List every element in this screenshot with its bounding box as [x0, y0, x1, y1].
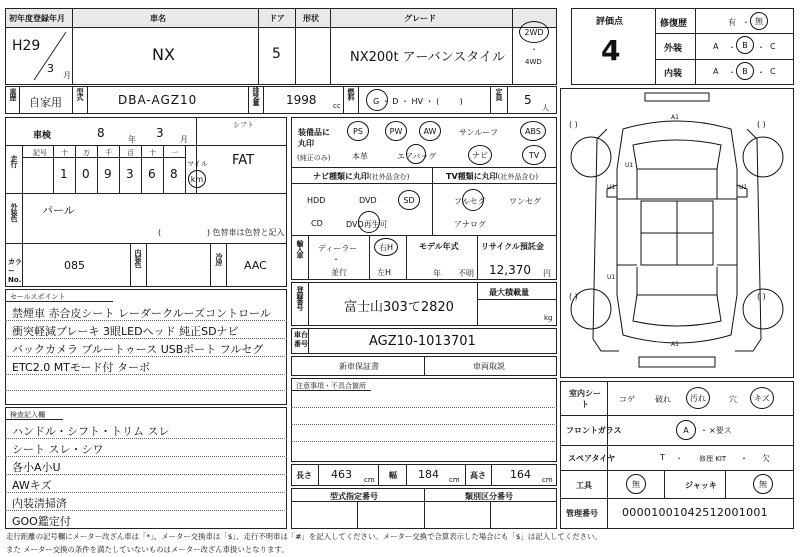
interior-dot1: ・ [728, 68, 736, 77]
exterior-dot2: ・ [757, 43, 765, 52]
inspection-year-unit: 年 [128, 135, 136, 144]
diagram-label-a1-top: A1 [671, 114, 679, 121]
management-label: 管理番号 [566, 509, 598, 518]
equip-airbag: エアバッグ [397, 152, 437, 161]
ac-label: 冷房 [215, 253, 223, 265]
tools-label: 工具 [576, 481, 592, 490]
seat-scratch-circle: キズ [750, 387, 774, 409]
reg-month-unit: 月 [63, 71, 71, 80]
drive-dot: ・ [530, 45, 538, 54]
car-name: NX [152, 45, 175, 64]
color-value: パール [42, 204, 75, 217]
navi-cd: CD [311, 219, 323, 228]
class-no-label: 類別区分番号 [465, 492, 513, 501]
color-no-value: 085 [64, 259, 85, 272]
repair-label: 修復歴 [660, 19, 688, 29]
mileage-label: 走行 [10, 155, 18, 167]
interior-dot2: ・ [757, 68, 765, 77]
model: DBA-AGZ10 [118, 93, 198, 107]
new-car-warranty: 新車保証書 [339, 362, 379, 371]
footer-line-2: また メーター交換の条件を満たしていないものはメーター改ざん車扱いとなります。 [6, 545, 289, 554]
sales-point-line-3: バックカメラ ブルートゥース USBポート フルセグ [12, 343, 264, 356]
tv-analog: アナログ [454, 220, 486, 229]
length-label: 長さ [296, 471, 312, 480]
footer-line-1: 走行距離の記号欄にメーター改ざん車は「*」、メーター交換車は「$」、走行不明車は「#」を記入してください。メーター交換で合算表示した場合にも「$」は記入してください。 [6, 532, 602, 541]
equipment-sublabel: (純正のみ) [297, 154, 331, 162]
score-value: 4 [601, 34, 621, 67]
svg-text:( ): ( ) [757, 292, 766, 301]
tv-fullseg: フルセグ [454, 197, 486, 206]
inspector-line-6: GOO鑑定付 [12, 515, 71, 528]
inspector-line-4: AWキズ [12, 479, 52, 492]
usage-label: 車歴 [9, 88, 17, 100]
import-dealer: ディーラー [318, 244, 358, 253]
diagram-label-u1-1: U1 [625, 162, 634, 169]
tv-label: TV種類に丸印(社外品含む) [446, 172, 539, 181]
height-label: 高さ [470, 471, 486, 480]
management-value: 000010010425120010​01 [622, 506, 768, 519]
tools-none-circle: 無 [626, 474, 646, 494]
inspection-year: 8 [97, 126, 105, 140]
navi-dvd-play: DVD再生可 [346, 220, 388, 229]
mileage-digit-separator [75, 145, 76, 193]
inspector-line-2: シート スレ・シワ [12, 443, 104, 456]
door-label: ドア [269, 14, 285, 23]
equip-airbag-circle [406, 144, 426, 164]
seat-label: 室内シート [569, 389, 601, 409]
grade: NX200t アーバンスタイル [350, 50, 505, 65]
import-right-circle: 右H [374, 238, 398, 256]
car-name-label: 車名 [150, 14, 166, 23]
doors: 5 [272, 46, 281, 62]
repair-yes: 有 [728, 18, 736, 27]
spare-label: スペアタイヤ [568, 454, 616, 463]
equipment-label: 装備品に丸印 [298, 128, 330, 148]
drive-4wd: 4WD [525, 58, 542, 66]
ac-value: AAC [244, 259, 267, 272]
exterior-label: 外装 [664, 44, 683, 54]
chassis-value: AGZ10-1013701 [369, 334, 476, 349]
navi-note: (社外品含む) [369, 173, 410, 181]
seat-hole: 穴 [729, 395, 737, 404]
capacity: 5 [524, 93, 532, 107]
capacity-label: 定員 [495, 88, 503, 100]
sales-point-label: セールスポイント [10, 293, 66, 301]
navi-label: ナビ種類に丸印(社外品含む) [313, 172, 410, 181]
sales-point-line-2: 衝突軽減ブレーキ 3眼LEDヘッド 純正SDナビ [12, 325, 239, 338]
mileage-unit-mile: マイル [187, 160, 208, 168]
grade-label: グレード [404, 14, 436, 23]
import-label: 輸入車 [296, 240, 304, 258]
navi-sd-circle: SD [398, 190, 420, 210]
recycle-unit: 円 [543, 269, 551, 278]
diagram-label-a1-bottom: A1 [671, 341, 679, 348]
inspector-label: 検査記入欄 [10, 411, 45, 419]
exterior-a: A [713, 42, 719, 51]
color-note: ( ) 色替車は色替と記入 [158, 228, 285, 237]
interior-b-circle: B [736, 62, 754, 80]
reg-month: 3 [47, 62, 54, 75]
height-unit: cm [542, 476, 553, 484]
mileage-digit: 3 [126, 167, 134, 181]
reg-era: H29 [12, 38, 41, 54]
equip-abs-circle: ABS [520, 121, 546, 141]
equip-aw-circle: AW [419, 121, 441, 141]
inspector-line-3: 各小A小U [12, 461, 61, 474]
mileage-digit: 9 [104, 167, 112, 181]
glass-label: フロントガラス [566, 426, 622, 435]
seat-stain-circle: 汚れ [686, 387, 710, 409]
diagram-label-u1-4: U1 [607, 274, 616, 281]
tv-oneseg: ワンセグ [509, 197, 541, 206]
score-label: 評価点 [596, 17, 624, 27]
sales-point-line-4: ETC2.0 MTモード付 ターボ [12, 361, 150, 374]
fuel-label: 燃料 [347, 88, 355, 100]
max-load-unit: kg [544, 314, 553, 322]
mileage-km-circle: km [188, 170, 206, 188]
shift-label: シフト [233, 121, 254, 129]
repair-dot: ・ [742, 18, 750, 27]
interior-c: C [770, 67, 776, 76]
inspector-line-1: ハンドル・シフト・トリム スレ [12, 425, 170, 438]
fuel-options: G ・ D ・ HV ・ ( ) [373, 97, 463, 106]
mileage-digit-separator [97, 145, 98, 193]
spare-none: 欠 [762, 454, 770, 463]
mileage-digit-label: 百 [127, 149, 134, 157]
seat-tear: 破れ [655, 395, 671, 404]
equip-navi-circle: ナビ [468, 145, 492, 165]
spare-dot2: ・ [740, 454, 748, 463]
spare-t: T [660, 453, 665, 462]
mileage-digit: 8 [170, 167, 178, 181]
diagram-label-u1-3: U1 [739, 184, 748, 191]
mileage-digit-separator [185, 145, 186, 193]
exterior-c: C [770, 42, 776, 51]
equip-leather: 本革 [352, 152, 368, 161]
chassis-label: 車台番号 [294, 331, 308, 348]
displacement: 1998 [286, 93, 317, 107]
diagram-label-u1-2: U1 [607, 184, 616, 191]
inspection-month-unit: 月 [180, 135, 188, 144]
type-no-label: 型式指定番号 [330, 492, 378, 501]
mileage-digit-label: 一 [171, 149, 178, 157]
width-value: 184 [418, 468, 439, 481]
registration-value: 富士山303て2820 [344, 300, 454, 315]
displacement-label: 排気量 [252, 87, 260, 105]
inspection-month: 3 [156, 126, 164, 140]
capacity-unit: 人 [542, 104, 549, 112]
mileage-digit: 6 [148, 167, 156, 181]
mileage-digit-separator [141, 145, 142, 193]
navi-dvd: DVD [359, 196, 377, 205]
registration-label: 登録番号 [296, 286, 304, 310]
height-value: 164 [510, 468, 531, 481]
mileage-digit-separator [163, 145, 164, 193]
recycle-label: リサイクル預託金 [481, 242, 544, 251]
tv-note: (社外品含む) [497, 173, 539, 181]
spare-dot: ・ [675, 454, 683, 463]
exterior-b-circle: B [736, 36, 754, 54]
jack-none-circle: 無 [753, 474, 773, 494]
jack-label: ジャッキ [685, 481, 717, 490]
vehicle-manual: 車両取説 [473, 362, 505, 371]
notes-label: 注意事項・不具合箇所 [296, 382, 366, 390]
seat-burn: コゲ [619, 395, 635, 404]
spare-kit: 修理 KIT [699, 455, 727, 463]
inspector-line-5: 内装清掃済 [12, 497, 67, 510]
equip-pw-circle: PW [385, 121, 407, 141]
mileage-digit-label: 千 [105, 149, 112, 157]
equip-sunroof: サンルーフ [459, 128, 498, 137]
mileage-digit: 1 [60, 167, 68, 181]
shape-label: 形状 [303, 14, 319, 23]
length-unit: cm [364, 476, 375, 484]
reg-year-label: 初年度登録年月 [9, 14, 65, 23]
navi-hdd: HDD [307, 196, 326, 205]
import-dot: ・ [332, 255, 340, 264]
mileage-digit-label: 十 [61, 149, 68, 157]
interior-label: 内装 [664, 69, 683, 79]
width-label: 幅 [389, 471, 397, 480]
import-parallel: 並行 [331, 268, 347, 277]
mileage-digit-label: 万 [83, 149, 90, 157]
model-year-unit: 年 [433, 269, 441, 278]
equip-tv-circle: TV [522, 145, 546, 165]
car-diagram [561, 89, 793, 377]
glass-dot: ・ [700, 426, 708, 435]
navi-dvd-play-circle [358, 211, 380, 233]
svg-text:( ): ( ) [757, 120, 766, 129]
mileage-digit-label: 十 [149, 149, 156, 157]
interior-color-label: 内装色 [134, 249, 142, 267]
inspection-label: 車検 [33, 131, 52, 141]
usage: 自家用 [29, 96, 62, 109]
model-year-unknown: 不明 [458, 269, 474, 278]
model-year-label: モデル年式 [419, 242, 459, 251]
svg-text:( ): ( ) [569, 120, 578, 129]
sales-point-line-1: 禁煙車 赤合皮シート レーダークルーズコントロール [12, 307, 271, 320]
max-load-label: 最大積載量 [489, 288, 529, 297]
equip-ps-circle: PS [347, 121, 369, 141]
svg-text:( ): ( ) [569, 292, 578, 301]
model-label: 型式 [76, 88, 84, 100]
width-unit: cm [449, 476, 460, 484]
glass-a-circle: A [676, 420, 696, 440]
color-no-label: カラーNo. [8, 258, 22, 284]
glass-x: ×要ス [709, 426, 732, 435]
mileage-digit-separator [119, 145, 120, 193]
exterior-dot1: ・ [728, 43, 736, 52]
interior-a: A [713, 67, 719, 76]
import-left: 左H [377, 268, 392, 277]
color-label: 外装色 [10, 203, 18, 221]
mileage-mark-label: 記号 [33, 149, 47, 157]
length-value: 463 [331, 468, 352, 481]
recycle-value: 12,370 [489, 263, 531, 277]
tv-fullseg-circle [462, 189, 484, 211]
shift: FAT [232, 153, 255, 168]
cc-unit: cc [333, 102, 341, 110]
repair-none-circle: 無 [750, 12, 768, 30]
mileage-digit: 0 [82, 167, 90, 181]
drive-2wd-circle: 2WD [519, 21, 549, 43]
